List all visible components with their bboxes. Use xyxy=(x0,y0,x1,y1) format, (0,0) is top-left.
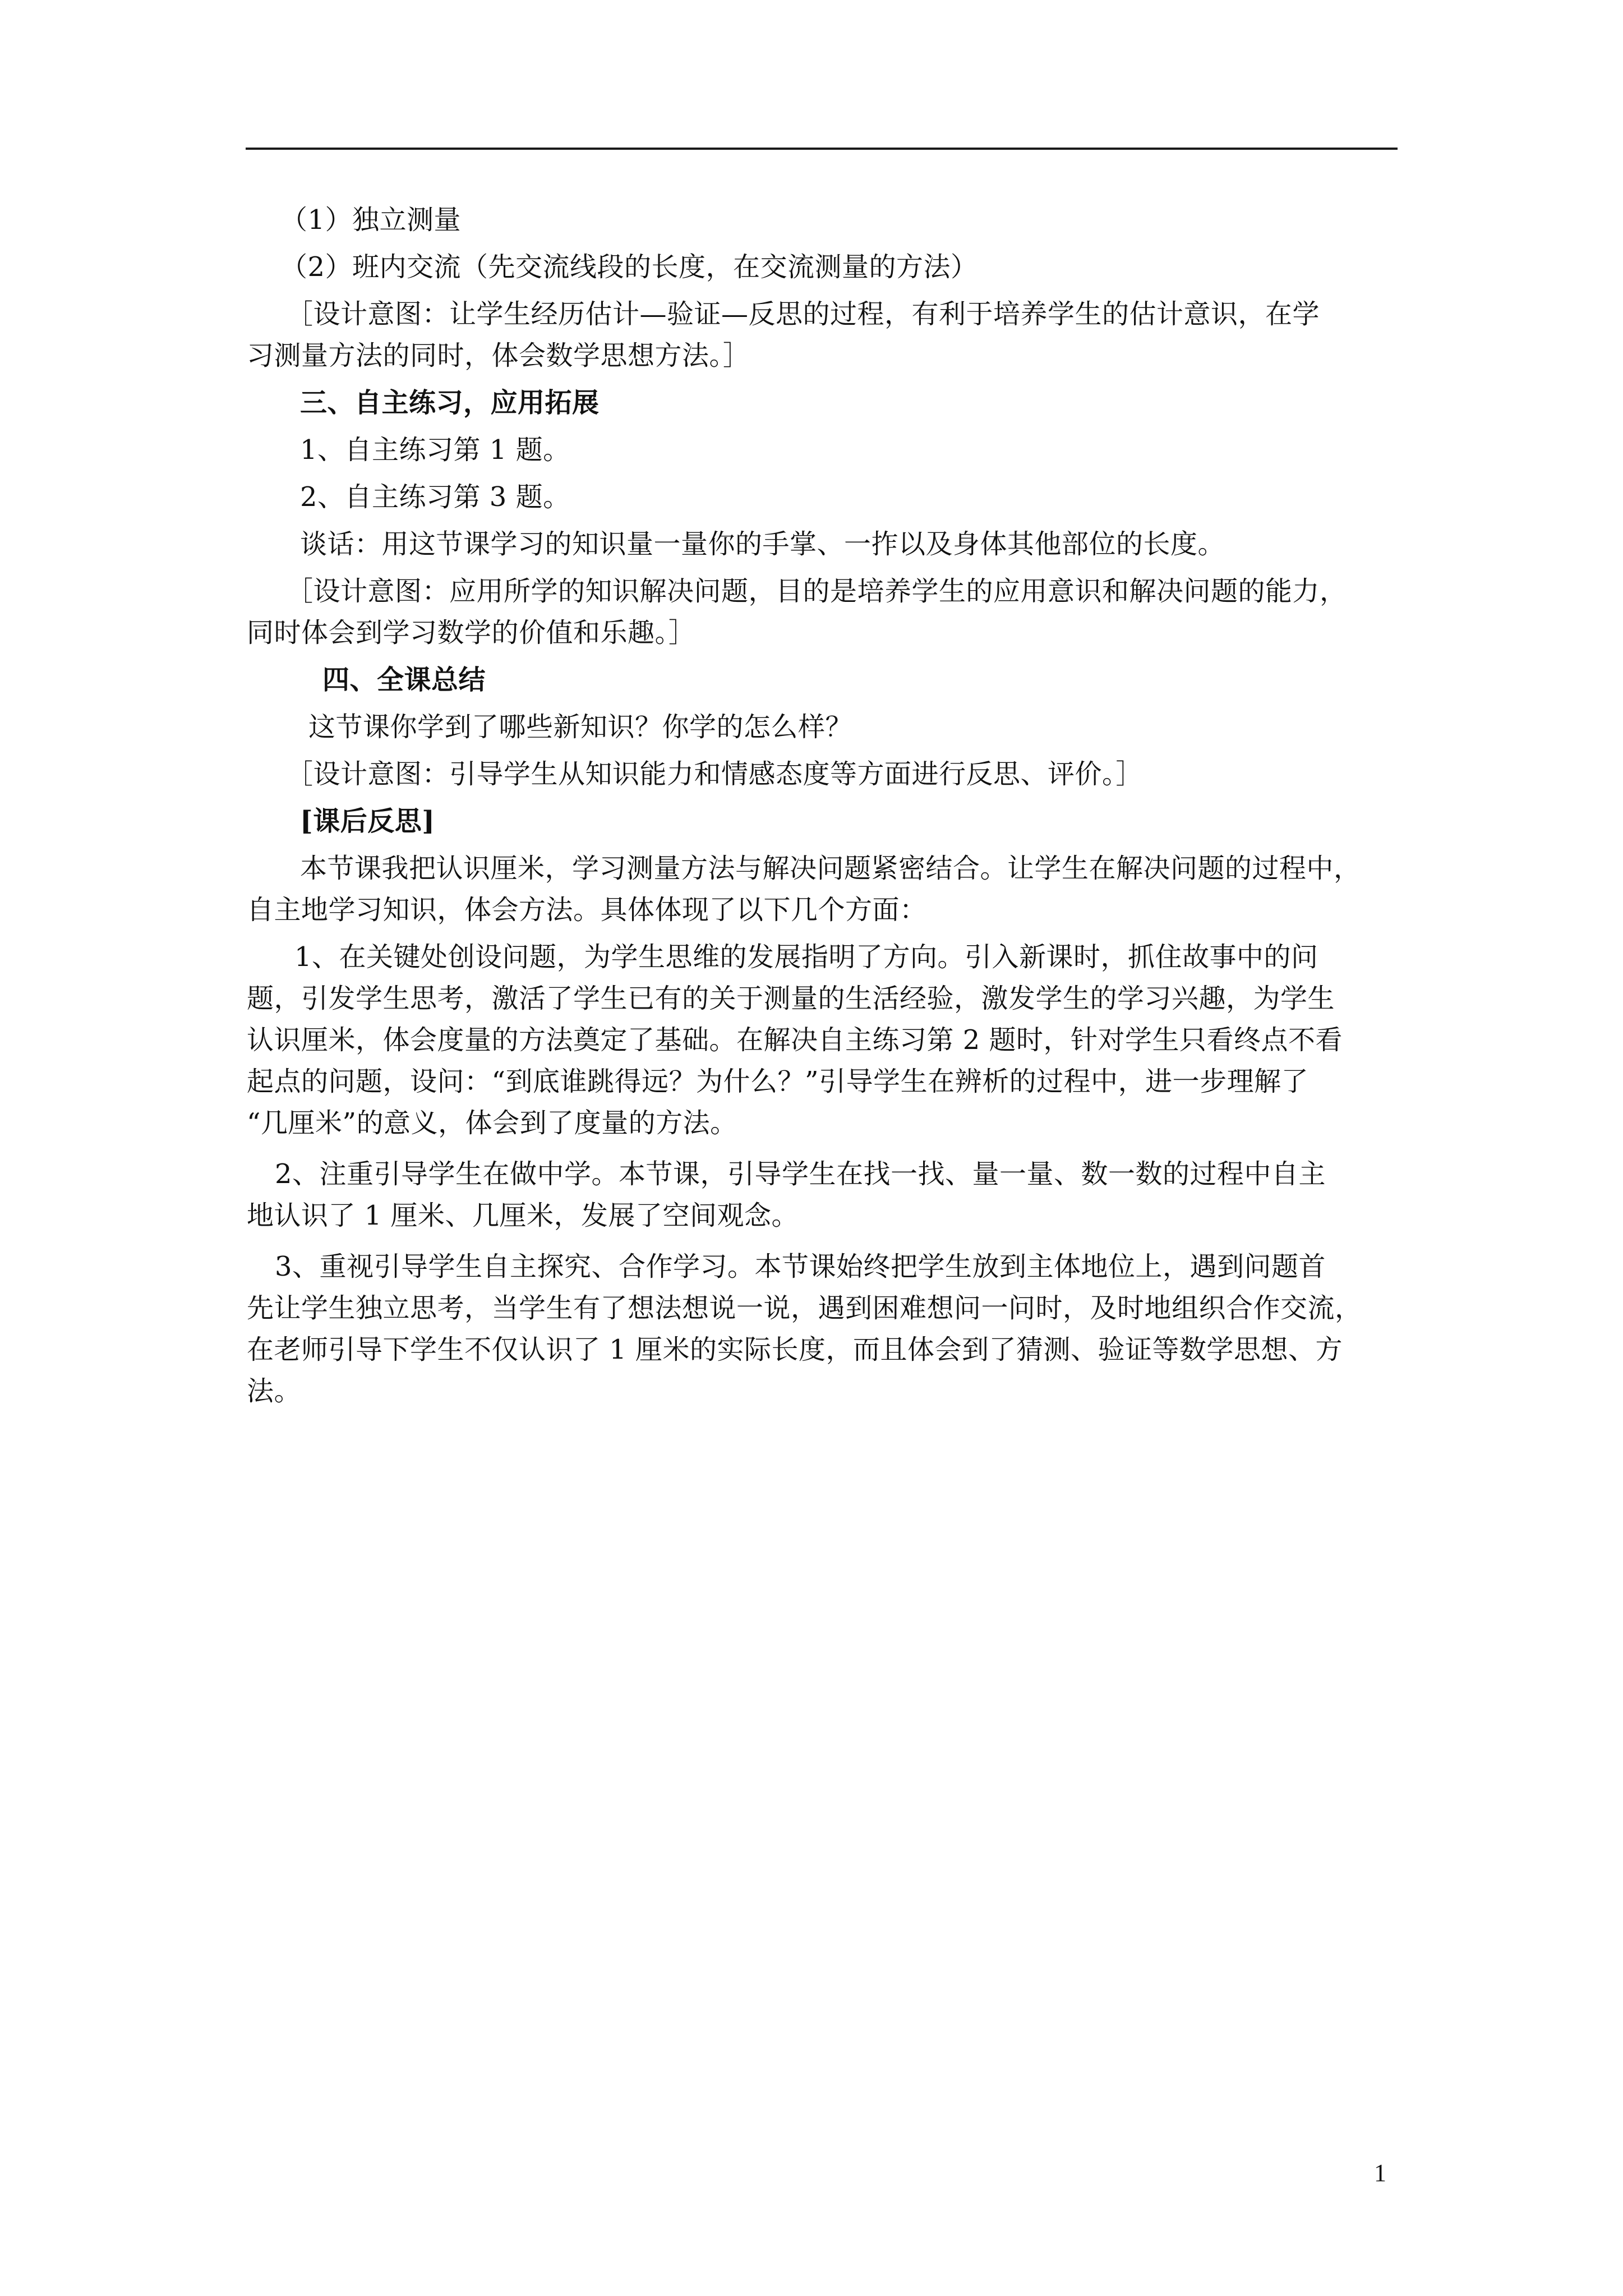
exercise-item: 1、自主练习第 1 题。 xyxy=(300,434,570,466)
reflection-paragraph-line: 自主地学习知识，体会方法。具体体现了以下几个方面： xyxy=(247,894,927,926)
document-body xyxy=(247,199,1396,1412)
design-intent-line: 同时体会到学习数学的价值和乐趣。］ xyxy=(247,617,696,648)
section-heading: 三、自主练习，应用拓展 xyxy=(300,387,600,418)
reflection-point-line: 起点的问题，设问：“到底谁跳得远？为什么？”引导学生在辨析的过程中，进一步理解了 xyxy=(247,1066,1309,1097)
reflection-point-line: 地认识了 1 厘米、几厘米，发展了空间观念。 xyxy=(247,1200,799,1231)
design-intent-line: ［设计意图：让学生经历估计—验证—反思的过程，有利于培养学生的估计意识，在学 xyxy=(286,298,1320,330)
design-intent-line: ［设计意图：应用所学的知识解决问题，目的是培养学生的应用意识和解决问题的能力， xyxy=(286,576,1347,607)
reflection-point-line: 先让学生独立思考，当学生有了想法想说一说，遇到困难想问一问时，及时地组织合作交流， xyxy=(247,1292,1362,1324)
header-rule xyxy=(246,148,1398,150)
step-class-exchange: （2）班内交流（先交流线段的长度，在交流测量的方法） xyxy=(280,251,978,283)
design-intent-line: ［设计意图：引导学生从知识能力和情感态度等方面进行反思、评价。］ xyxy=(286,758,1144,790)
reflection-paragraph-line: 本节课我把认识厘米，学习测量方法与解决问题紧密结合。让学生在解决问题的过程中， xyxy=(300,853,1361,884)
reflection-point-line: 2、注重引导学生在做中学。本节课，引导学生在找一找、量一量、数一数的过程中自主 xyxy=(275,1158,1326,1190)
reflection-heading: [课后反思] xyxy=(300,806,435,837)
reflection-point-line: “几厘米”的意义，体会到了度量的方法。 xyxy=(247,1107,737,1139)
reflection-point-line: 1、在关键处创设问题，为学生思维的发展指明了方向。引入新课时，抓住故事中的问 xyxy=(294,941,1318,973)
reflection-point-line: 在老师引导下学生不仅认识了 1 厘米的实际长度，而且体会到了猜测、验证等数学思想、方 xyxy=(247,1334,1343,1365)
reflection-point-line: 题，引发学生思考，激活了学生已有的关于测量的生活经验，激发学生的学习兴趣，为学生 xyxy=(247,983,1335,1014)
design-intent-line: 习测量方法的同时，体会数学思想方法。］ xyxy=(247,340,750,371)
talk-paragraph: 谈话：用这节课学习的知识量一量你的手掌、一拃以及身体其他部位的长度。 xyxy=(300,528,1225,560)
section-heading: 四、全课总结 xyxy=(322,664,486,696)
summary-question: 这节课你学到了哪些新知识？你学的怎么样？ xyxy=(308,711,853,743)
reflection-point-line: 认识厘米，体会度量的方法奠定了基础。在解决自主练习第 2 题时，针对学生只看终点不看 xyxy=(247,1024,1343,1056)
reflection-point-line: 3、重视引导学生自主探究、合作学习。本节课始终把学生放到主体地位上，遇到问题首 xyxy=(275,1251,1326,1282)
reflection-point-line: 法。 xyxy=(247,1375,302,1407)
exercise-item: 2、自主练习第 3 题。 xyxy=(300,481,570,513)
page-number: 1 xyxy=(1374,2159,1386,2187)
step-independent-measure: （1）独立测量 xyxy=(280,204,462,236)
